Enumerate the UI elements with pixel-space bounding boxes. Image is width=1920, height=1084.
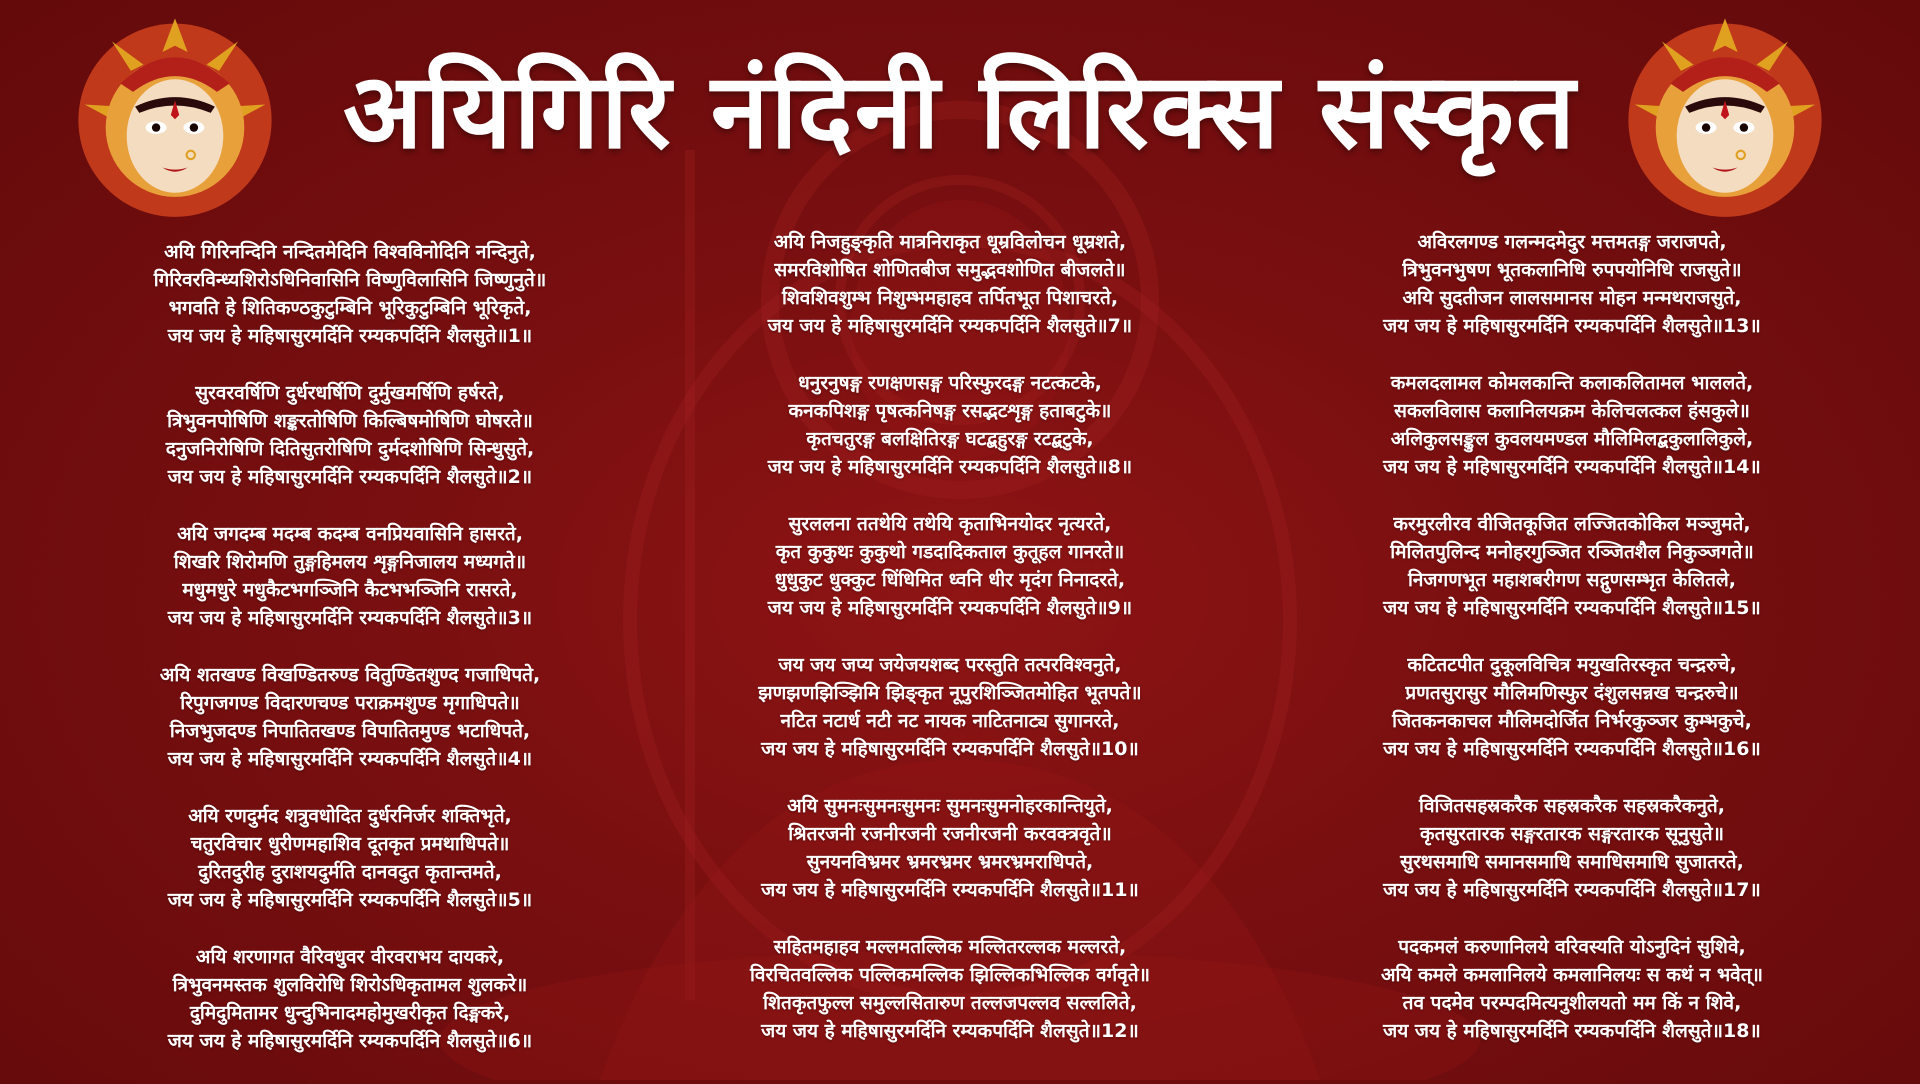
verse-line: अयि सुमनःसुमनःसुमनः सुमनःसुमनोहरकान्तियुते, <box>787 795 1113 817</box>
verse-column-1 <box>40 238 660 1084</box>
verse-14 <box>1262 369 1882 510</box>
verse-line: जय जय हे महिषासुरमर्दिनि रम्यकपर्दिनि शैलसुते॥5॥ <box>167 889 533 911</box>
verse-16 <box>1262 651 1882 792</box>
verse-line: जितकनकाचल मौलिमदोर्जित निर्भरकुञ्जर कुम्भकुचे, <box>1392 710 1752 732</box>
verse-line: दुमिदुमितामर धुन्दुभिनादमहोमुखरीकृत दिङ्मकरे, <box>189 1002 511 1024</box>
verse-line: कृतचतुरङ्ग बलक्षितिरङ्ग घटद्बहुरङ्ग रटद्बटुके, <box>806 428 1094 450</box>
verse-line: अयि गिरिनन्दिनि नन्दितमेदिनि विश्वविनोदिनि नन्दिनुते, <box>164 241 536 263</box>
verse-11 <box>640 792 1260 933</box>
verse-line: जय जय हे महिषासुरमर्दिनि रम्यकपर्दिनि शैलसुते॥15॥ <box>1383 597 1761 619</box>
verse-3 <box>40 520 660 661</box>
verse-line: जय जय हे महिषासुरमर्दिनि रम्यकपर्दिनि शैलसुते॥14॥ <box>1383 456 1761 478</box>
verse-line: धुधुकुट धुक्कुट धिंधिमित ध्वनि धीर मृदंग निनादरते, <box>774 569 1126 591</box>
verse-18 <box>1262 933 1882 1074</box>
verse-line: त्रिभुवनपोषिणि शङ्करतोषिणि किल्बिषमोषिणि घोषरते॥ <box>167 410 533 432</box>
page-title: अयिगिरि नंदिनी लिरिक्स संस्कृत <box>342 50 1578 172</box>
verse-line: मिलितपुलिन्द मनोहरगुञ्जित रञ्जितशैल निकुञ्जगते॥ <box>1390 541 1754 563</box>
verse-line: अयि जगदम्ब मदम्ब कदम्ब वनप्रियवासिनि हासरते, <box>177 523 523 545</box>
verse-line: रिपुगजगण्ड विदारणचण्ड पराक्रमशुण्ड मृगाधिपते॥ <box>180 692 520 714</box>
verse-line: जय जय हे महिषासुरमर्दिनि रम्यकपर्दिनि शैलसुते॥4॥ <box>167 748 533 770</box>
verse-line: जय जय हे महिषासुरमर्दिनि रम्यकपर्दिनि शैलसुते॥1॥ <box>167 325 533 347</box>
verse-9 <box>640 510 1260 651</box>
verse-17 <box>1262 792 1882 933</box>
verse-line: दुरितदुरीह दुराशयदुर्मति दानवदुत कृतान्तमते, <box>198 861 502 883</box>
verse-column-3 <box>1262 228 1882 1074</box>
verse-line: अयि निजहुङ्कृति मात्रनिराकृत धूम्रविलोचन धूम्रशते, <box>773 231 1127 253</box>
verse-line: अयि शतखण्ड विखण्डितरुण्ड वितुण्डितशुण्द गजाधिपते, <box>159 664 541 686</box>
verse-line: सुरवरवर्षिणि दुर्धरधर्षिणि दुर्मुखमर्षिणि हर्षरते, <box>195 382 505 404</box>
verse-line: जय जय हे महिषासुरमर्दिनि रम्यकपर्दिनि शैलसुते॥12॥ <box>761 1020 1139 1042</box>
verse-line: शिवशिवशुम्भ निशुम्भमहाहव तर्पितभूत पिशाचरते, <box>781 287 1119 309</box>
verse-line: सहितमहाहव मल्लमतल्लिक मल्लितरल्लक मल्लरते, <box>773 936 1127 958</box>
verse-line: अविरलगण्ड गलन्मदमेदुर मत्तमतङ्ग जराजपते, <box>1417 231 1727 253</box>
verse-line: श्रितरजनी रजनीरजनी रजनीरजनी करवक्त्रवृते॥ <box>788 823 1112 845</box>
verse-line: पदकमलं करुणानिलये वरिवस्यति योऽनुदिनं सुशिवे, <box>1398 936 1746 958</box>
verse-line: जय जय हे महिषासुरमर्दिनि रम्यकपर्दिनि शैलसुते॥13॥ <box>1383 315 1761 337</box>
verse-line: धनुरनुषङ्ग रणक्षणसङ्ग परिस्फुरदङ्ग नटत्कटके, <box>798 372 1102 394</box>
verse-line: अयि रणदुर्मद शत्रुवधोदित दुर्धरनिर्जर शक्तिभृते, <box>188 805 512 827</box>
verse-line: दनुजनिरोषिणि दितिसुतरोषिणि दुर्मदशोषिणि सिन्धुसुते, <box>165 438 535 460</box>
verse-6 <box>40 943 660 1084</box>
verse-line: त्रिभुवनभुषण भूतकलानिधि रुपपयोनिधि राजसुते॥ <box>1402 259 1742 281</box>
verse-line: जय जय हे महिषासुरमर्दिनि रम्यकपर्दिनि शैलसुते॥9॥ <box>767 597 1133 619</box>
verse-line: अयि कमले कमलानिलये कमलानिलयः स कथं न भवेत्॥ <box>1381 964 1763 986</box>
verse-8 <box>640 369 1260 510</box>
verse-line: कमलदलामल कोमलकान्ति कलाकलितामल भाललते, <box>1390 372 1754 394</box>
verse-line: सुरललना ततथेयि तथेयि कृताभिनयोदर नृत्यरते, <box>788 513 1112 535</box>
verse-2 <box>40 379 660 520</box>
verse-line: तव पदमेव परम्पदमित्यनुशीलयतो मम किं न शिवे, <box>1402 992 1742 1014</box>
verse-line: त्रिभुवनमस्तक शुलविरोधि शिरोऽधिकृतामल शुलकरे॥ <box>172 974 528 996</box>
verse-line: मधुमधुरे मधुकैटभगञ्जिनि कैटभभञ्जिनि रासरते, <box>182 579 518 601</box>
verse-line: सुनयनविभ्रमर भ्रमरभ्रमर भ्रमरभ्रमराधिपते, <box>806 851 1094 873</box>
verse-5 <box>40 802 660 943</box>
verse-line: करमुरलीरव वीजितकूजित लज्जितकोकिल मञ्जुमते, <box>1393 513 1751 535</box>
verse-line: अयि सुदतीजन लालसमानस मोहन मन्मथराजसुते, <box>1402 287 1742 309</box>
verse-line: जय जय हे महिषासुरमर्दिनि रम्यकपर्दिनि शैलसुते॥10॥ <box>761 738 1139 760</box>
verse-line: कनकपिशङ्ग पृषत्कनिषङ्ग रसद्भटशृङ्ग हताबटुके॥ <box>788 400 1112 422</box>
verse-line: कृतसुरतारक सङ्गरतारक सङ्गरतारक सूनुसुते॥ <box>1420 823 1724 845</box>
verse-line: भगवति हे शितिकण्ठकुटुम्बिनि भूरिकुटुम्बिनि भूरिकृते, <box>168 297 532 319</box>
verse-line: जय जय हे महिषासुरमर्दिनि रम्यकपर्दिनि शैलसुते॥8॥ <box>767 456 1133 478</box>
verse-line: जय जय हे महिषासुरमर्दिनि रम्यकपर्दिनि शैलसुते॥11॥ <box>761 879 1139 901</box>
verse-line: गिरिवरविन्ध्यशिरोऽधिनिवासिनि विष्णुविलासिनि जिष्णुनुते॥ <box>153 269 547 291</box>
verse-line: विरचितवल्लिक पल्लिकमल्लिक झिल्लिकभिल्लिक वर्गवृते॥ <box>749 964 1151 986</box>
verse-line: जय जय हे महिषासुरमर्दिनि रम्यकपर्दिनि शैलसुते॥18॥ <box>1383 1020 1761 1042</box>
verse-7 <box>640 228 1260 369</box>
verse-line: झणझणझिञ्झिमि झिङ्कृत नूपुरशिञ्जितमोहित भूतपते॥ <box>758 682 1142 704</box>
verse-line: निजगणभूत महाशबरीगण सद्गुणसम्भृत केलितले, <box>1407 569 1737 591</box>
verse-line: जय जय हे महिषासुरमर्दिनि रम्यकपर्दिनि शैलसुते॥3॥ <box>167 607 533 629</box>
verse-10 <box>640 651 1260 792</box>
verse-line: चतुरविचार धुरीणमहाशिव दूतकृत प्रमथाधिपते॥ <box>190 833 510 855</box>
verse-line: जय जय हे महिषासुरमर्दिनि रम्यकपर्दिनि शैलसुते॥17॥ <box>1383 879 1761 901</box>
verse-line: शितकृतफुल्ल समुल्लसितारुण तल्लजपल्लव सल्ललिते, <box>763 992 1137 1014</box>
verse-line: नटित नटार्ध नटी नट नायक नाटितनाट्य सुगानरते, <box>780 710 1120 732</box>
verse-line: कटितटपीत दुकूलविचित्र मयुखतिरस्कृत चन्द्ररुचे, <box>1407 654 1737 676</box>
verse-line: अयि शरणागत वैरिवधुवर वीरवराभय दायकरे, <box>195 946 505 968</box>
verse-4 <box>40 661 660 802</box>
verse-15 <box>1262 510 1882 651</box>
verse-1 <box>40 238 660 379</box>
verse-line: समरविशोषित शोणितबीज समुद्भवशोणित बीजलते॥ <box>774 259 1126 281</box>
verse-line: निजभुजदण्ड निपातितखण्ड विपातितमुण्ड भटाधिपते, <box>169 720 531 742</box>
verse-column-2 <box>640 228 1260 1074</box>
verse-line: कृत कुकुथः कुकुथो गडदादिकताल कुतूहल गानरते॥ <box>775 541 1125 563</box>
verse-line: सकलविलास कलानिलयक्रम केलिचलत्कल हंसकुले॥ <box>1394 400 1750 422</box>
verse-12 <box>640 933 1260 1074</box>
verse-line: जय जय हे महिषासुरमर्दिनि रम्यकपर्दिनि शैलसुते॥6॥ <box>167 1030 533 1052</box>
verse-line: जय जय हे महिषासुरमर्दिनि रम्यकपर्दिनि शैलसुते॥16॥ <box>1383 738 1761 760</box>
verse-line: सुरथसमाधि समानसमाधि समाधिसमाधि सुजातरते, <box>1400 851 1744 873</box>
verse-line: विजितसहस्रकरैक सहस्रकरैक सहस्रकरैकनुते, <box>1419 795 1725 817</box>
verse-line: जय जय हे महिषासुरमर्दिनि रम्यकपर्दिनि शैलसुते॥2॥ <box>167 466 533 488</box>
verse-line: जय जय जप्य जयेजयशब्द परस्तुति तत्परविश्वनुते, <box>778 654 1122 676</box>
verse-line: जय जय हे महिषासुरमर्दिनि रम्यकपर्दिनि शैलसुते॥7॥ <box>767 315 1133 337</box>
verse-line: प्रणतसुरासुर मौलिमणिस्फुर दंशुलसन्नख चन्द्ररुचे॥ <box>1405 682 1739 704</box>
verse-line: शिखरि शिरोमणि तुङ्गहिमलय शृङ्गनिजालय मध्यगते॥ <box>173 551 527 573</box>
verse-line: अलिकुलसङ्कुल कुवलयमण्डल मौलिमिलद्बकुलालिकुले, <box>1390 428 1754 450</box>
verse-13 <box>1262 228 1882 369</box>
